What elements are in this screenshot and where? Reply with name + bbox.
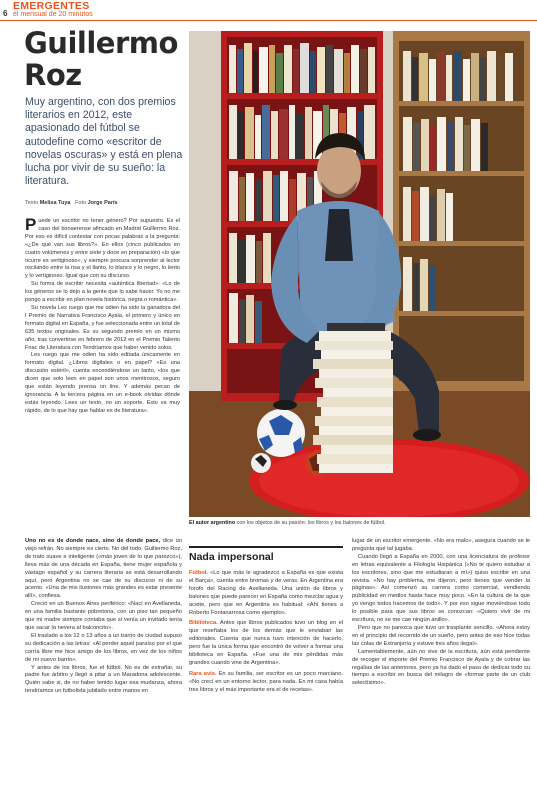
bullet-futbol-text: «Lo que más le agradezco a España es que exista el Barça», cuenta entre bromas y de veras. En Argentina era forofo del Racing de Avellaneda. Una unión de libros y balones que puede parecer en España como mezclar agua y aceite, pero que en Argentina es habitual: «Ahí tienes a Roberto Fontanarrosa como ejemplo». xyxy=(189,570,343,616)
sidebar-box-title: Nada impersonal xyxy=(189,546,343,562)
caption-bold: El autor argentino xyxy=(189,520,236,526)
page-header xyxy=(0,0,537,20)
page-number: 6 xyxy=(3,9,8,18)
header-rule xyxy=(0,20,537,21)
left-lead-bold: Uno no es de donde nace, sino de donde pace, xyxy=(25,538,161,544)
article-credits xyxy=(25,200,118,206)
intro-paragraph-2: Su forma de escribir necesita «auténtica libertad»: «Lo de los géneros se lo dejo a la gente que lo sabe hacer. Yo no me pongo a escribir en plan novela histórica, negra o romántica». xyxy=(25,281,180,304)
right-paragraph-1: lugar de un escritor emergente. «No era malo», asegura cuando se le pregunta qué tal jugaba. xyxy=(352,538,530,552)
intro-paragraph-4: Les ruego que me odien ha sido editada únicamente en formato digital. ¿Libros digitales o en papel? «Es una discusión estéril», cuenta encendiéndose un tanto, «los que dicen que solo leen en papel son unos mentirosos, seguro que están leyendo prensa on line. Y además pecan de ignorancia. A la tercera página en un e-book olvidas dónde estás leyendo. Lees un texto, no un soporte. Esto va muy rápido, de lo que hay que hablar es de literatura». xyxy=(25,352,180,414)
author-photo xyxy=(189,31,530,517)
intro-paragraph-1: uede un escritor no tener género? Por supuesto. Es el caso del bonaerense afincado en Madrid Guillermo Roz. Por eso es difícil contestar con pocas palabras a la pregunta: «¿De qué van sus libros?». En ellos (cinco publicados en cuatro volúmenes y entre siete y doce en preparación) «lo que ocurre es vertiginoso», y siempre procura sorprender al lector oscilando entre la risa y el llanto, lo blanco y lo negro, lo lento y lo vertiginoso. Igual que con su discurso. xyxy=(25,218,180,280)
photo-credit-label: Foto xyxy=(75,200,87,206)
left-paragraph-2: Creció en un Buenos Aires periférico: «Nací en Avellaneda, en una familia bastante pobretona, con un piso tan pequeño que mi madre siempre contaba que si venía un invitado tenía que sacar la nevera al balconcito». xyxy=(25,601,182,631)
author-photo-illustration xyxy=(189,31,530,517)
right-paragraph-4: Lamentablemente, aún no vive de la escritura, aún está pendiente de recoger el importe del Premio Francisco de Ayala y de cobrar las regalías de las anteriores, pero ya ha dado el paso de dedicar todo su tiempo a escribir en busca del milagro de «formar parte de un club selectísimo». xyxy=(352,648,530,687)
drop-cap: P xyxy=(25,215,37,234)
text-credit-author: Melisa Tuya xyxy=(39,200,71,206)
article-title: Guillermo Roz xyxy=(24,26,178,92)
bullet-biblioteca-text: Antes que libros publicados tuvo un blog en el que reseñaba los de los demás que le enviaban las editoriales. Cuenta que nunca tuvo intención de hacerlo, pero fue la única forma que encontró de volver a formar una biblioteca en España. «Fue una de mis pérdidas más grandes cuando vine de Argentina». xyxy=(189,620,343,666)
caption-text: con los objetos de su pasión: los libros y los balones de fútbol. xyxy=(236,520,386,526)
sidebar-box xyxy=(189,570,343,695)
body-column-right xyxy=(352,538,530,688)
intro-paragraph-3: Su novela Les ruego que me odien ha sido la ganadora del I Premio de Narrativa Francisco Ayala, el primero y único en formato digital en España, y fue seleccionada entre un total de 635 textos originales. Es su segundo premio en un mismo año, tras convertirse en febrero de 2012 en el Premio Talento Fnac de Literatura con Tendríamos que haber venido solos. xyxy=(25,304,180,351)
article-lede: Muy argentino, con dos premios literarios en 2012, este apasionado del fútbol se autodefine como «escritor de novelas oscuras» y está en plena lucha por vivir de su sueño: la literatura. xyxy=(25,96,183,188)
right-paragraph-2: Cuando llegó a España en 2000, con una licenciatura de profesor en letras equivalente a Filología Hispánica («No te quiero estudiar a los escritores, sino que me estudiaran a mí») quiso escribir en una revista. «No hay problema, me dijeron, pero tienes que vender la páginas». Así comenzó su carrera como comercial, vendiendo publicidad en medios hasta hace muy poco. «En la cultura de la que yo vengo todos hacemos de todo». Y por eso sigue moviéndose todo lo posible para que sus libros se conozcan: «Quiero vivir de mi escritura, no se me cae ningún anillo». xyxy=(352,553,530,624)
section-subtitle: el mensual de 20 minutos xyxy=(13,11,93,18)
left-paragraph-1: dice un viejo refrán. No siempre es cierto. No del todo. Guillermo Roz, de trato suave e inteligente («más joven de lo que parezco»), lleva más de una década en España, tiene mujer española y vástago español y su carrera literaria se está desarrollando aquí, pero Argentina no se cae de su discurso ni de su acento. «Una de mis ilusiones más grandes es estar presente allí», confiesa. xyxy=(25,538,182,600)
section-title: EMERGENTES xyxy=(13,0,90,12)
photo-caption xyxy=(189,520,530,526)
left-paragraph-4: Y antes de los libros, fue el fútbol. No es de extrañar, su padre fue árbitro y llegó a pitar a un Maradona adolescente. Quién sabe si, de no haber tenido lugar esa mudanza, ahora tendríamos un futbolista jubilado entre manos en xyxy=(25,664,182,695)
left-paragraph-3: El traslado a los 12 o 13 años a un barrio de ciudad supuso su dedicación a las letras: «Al perder aquel paraíso por el que corría libre me hice amigo de los libros, en vez de los niños de mi nuevo barrio». xyxy=(25,632,182,663)
body-column-left xyxy=(25,538,182,696)
bullet-rara-avis-text: En su familia, ser escritor es un poco marciano. «No crecí en un entorno lector, para nada. En mi casa había tres libros y el más importante era el de recetas». xyxy=(189,670,343,693)
bullet-biblioteca-head: Biblioteca. xyxy=(189,620,218,627)
bullet-rara-avis-head: Rara avis. xyxy=(189,670,217,677)
photo-credit-author: Jorge París xyxy=(87,200,118,206)
bullet-futbol-head: Fútbol. xyxy=(189,570,208,576)
intro-column xyxy=(25,215,180,416)
text-credit-label: Texto xyxy=(25,200,39,206)
right-paragraph-3: Pero que no parezca que tuvo un trasplante sencillo. «Ahora estoy en el principio del recorrido de un sueño, pero antes de eso hice todas las colas de Extranjería y estuve tres años ilegal». xyxy=(352,624,530,647)
